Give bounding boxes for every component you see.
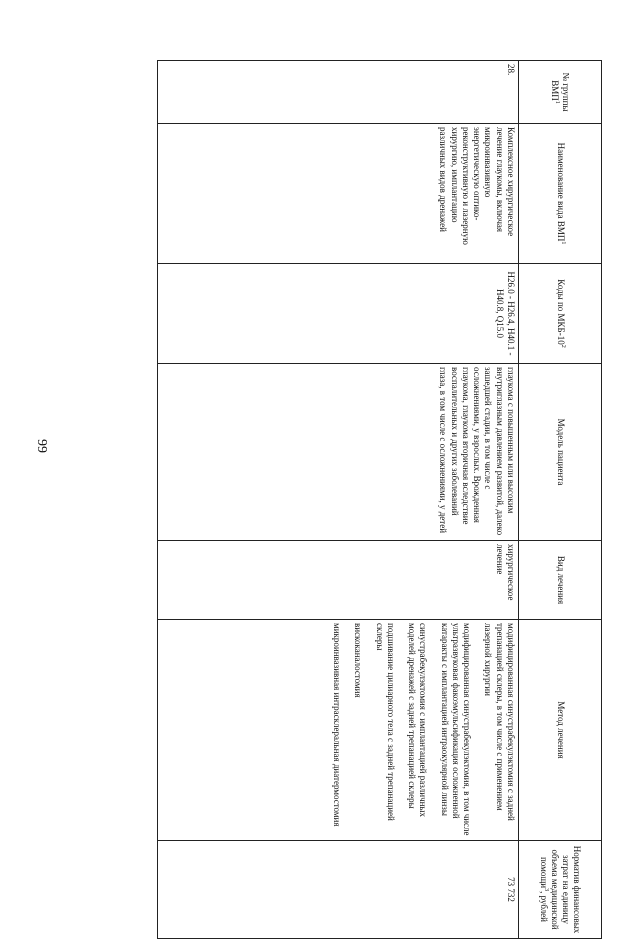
- cell-icd-codes: H26.0 - H26.4, H40.1 - H40.8, Q15.0: [158, 264, 519, 364]
- method-item: модифицированная синустрабекулэктомия с задней трепанацией склеры, в том числе с применением лазерной хирургии: [483, 623, 516, 821]
- header-treatment-method: Метод лечения: [519, 620, 602, 841]
- header-vmp-name: Наименование вида ВМП$^1$: [519, 124, 602, 264]
- method-item: подшивание цилиарного тела с задней трепанацией склеры: [374, 623, 396, 821]
- header-group-number: № группы ВМП$^1$: [519, 61, 602, 124]
- header-row: [519, 61, 602, 939]
- method-item: вискоканалостомия: [353, 623, 364, 698]
- header-financial-norm: Норматив финансовых затрат на единицу объема медицинской помощи$^3$, рублей: [519, 841, 602, 939]
- cell-treatment-type: хирургическое лечение: [158, 541, 519, 620]
- cell-treatment-methods: [158, 620, 519, 841]
- vmp-table: [157, 60, 602, 939]
- header-treatment-type: Вид лечения: [519, 541, 602, 620]
- cell-vmp-name: Комплексное хирургическое лечение глаукомы, включая микроинвазивную энергетическую оптико-реконструктивную и лазерную хирургию, имплантацию различных видов дренажей: [158, 124, 519, 264]
- header-icd-codes: Коды по МКБ-$10^2$: [519, 264, 602, 364]
- cell-financial-norm: 73 732: [158, 841, 519, 939]
- cell-group-number: 28.: [158, 61, 519, 124]
- method-item: модифицированная синустрабекулэктомия, в том числе ультразвуковая факоэмульсификация осложненной катаракты с имплантацией интраокулярной линзы: [439, 623, 473, 836]
- table-row: [158, 61, 519, 939]
- page-number: 99: [34, 439, 49, 453]
- rotated-table-wrapper: [157, 60, 602, 934]
- method-item: микроинвазивная интрасклеральная диатермостомия: [332, 623, 343, 827]
- header-patient-model: Модель пациента: [519, 364, 602, 541]
- method-item: синустрабекулэктомия с имплантацией различных моделей дренажей с задней трепанацией склеры: [407, 623, 429, 817]
- cell-patient-model: глаукома с повышенным или высоким внутриглазным давлением развитой, далеко зашедшей стадии, в том числе с осложнениями, у взрослых. Врожденная глаукома, глаукома вторичная вследствие воспалительных и других заболеваний глаза, в том числе с осложнениями, у детей: [158, 364, 519, 541]
